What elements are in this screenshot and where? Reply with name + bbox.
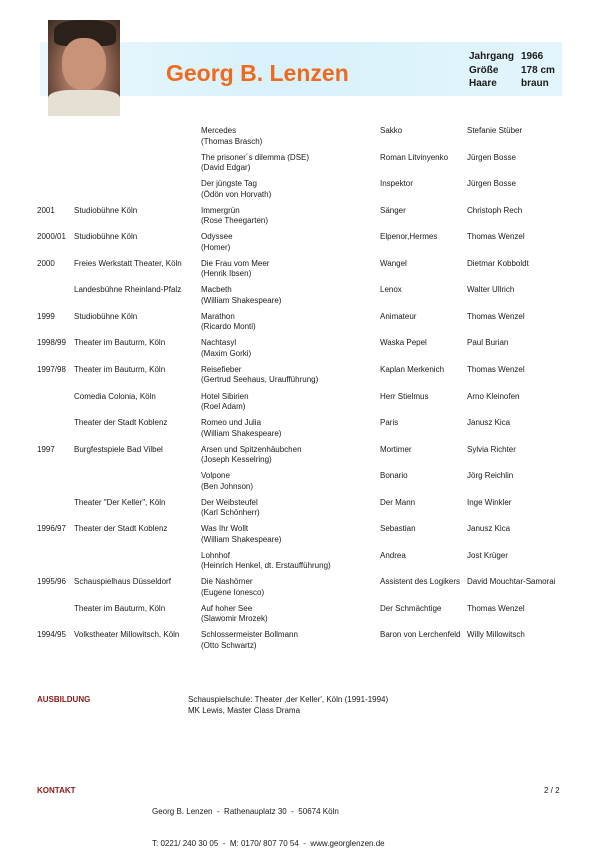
ausbildung-line: MK Lewis, Master Class Drama — [188, 705, 301, 715]
engagement-director: Dietmar Kobboldt — [467, 258, 529, 268]
engagement-director: Janusz Kica — [467, 418, 511, 428]
stat-value: 1966 — [521, 51, 544, 62]
play-title: The prisoner´s dilemma (DSE) — [201, 152, 310, 162]
engagement-role: Sebastian — [380, 524, 416, 534]
engagement-theater: Freies Werkstatt Theater, Köln — [74, 258, 182, 268]
engagement-role: Andrea — [380, 550, 406, 560]
kontakt-phone-web: T: 0221/ 240 30 05 - M: 0170/ 807 70 54 - www.georglenzen.de — [152, 838, 385, 848]
engagement-play — [201, 551, 331, 572]
engagement-year: 1995/96 — [37, 577, 66, 587]
engagement-role: Kaplan Merkenich — [380, 364, 445, 374]
engagement-theater: Volkstheater Millowitsch, Köln — [74, 630, 180, 640]
kontakt-address: Georg B. Lenzen - Rathenauplatz 30 - 50674 Köln — [152, 807, 339, 816]
engagement-year: 1996/97 — [37, 524, 66, 534]
stat-label: Größe — [469, 64, 499, 76]
engagement-year: 2001 — [37, 205, 55, 215]
engagement-role: Der Schmächtige — [380, 603, 442, 613]
play-title: Reisefieber — [201, 364, 242, 374]
play-title: Odyssee — [201, 232, 233, 242]
stat-value: 178 cm — [521, 64, 555, 76]
play-author: (Maxim Gorki) — [201, 348, 252, 358]
stat-value: braun — [521, 78, 549, 89]
play-title: Schlossermeister Bollmann — [201, 630, 298, 640]
engagement-play — [201, 392, 249, 413]
kontakt-label: KONTAKT — [37, 786, 76, 795]
engagement-director: Thomas Wenzel — [467, 364, 525, 374]
engagement-theater: Theater im Bauturm, Köln — [74, 603, 166, 613]
engagement-director: Jost Krüger — [467, 550, 508, 560]
engagement-director: Jürgen Bosse — [467, 179, 516, 189]
engagement-director: Janusz Kica — [467, 524, 511, 534]
engagement-play — [201, 630, 298, 651]
engagement-play — [201, 312, 256, 333]
play-author: (Joseph Kesselring) — [201, 455, 272, 465]
play-author: (Homer) — [201, 242, 231, 252]
engagement-role: Sakko — [380, 126, 403, 135]
ausbildung-line: Schauspielschule: Theater ‚der Keller', Köln (1991-1994) — [188, 695, 389, 704]
engagement-director: Inge Winkler — [467, 497, 512, 507]
engagement-theater: Studiobühne Köln — [74, 232, 138, 242]
engagement-play — [201, 365, 318, 386]
play-title: Immergrün — [201, 205, 240, 215]
engagement-director: Thomas Wenzel — [467, 603, 525, 613]
play-title: Hotel Sibirien — [201, 391, 249, 401]
engagement-play — [201, 498, 260, 519]
engagement-theater: Landesbühne Rheinland-Pfalz — [74, 285, 182, 295]
engagement-role: Roman Litvinyenko — [380, 152, 449, 162]
play-title: Mercedes — [201, 126, 237, 135]
play-title: Der jüngste Tag — [201, 179, 257, 189]
play-author: (Ödön von Horvath) — [201, 189, 272, 199]
engagement-director: Willy Millowitsch — [467, 630, 525, 640]
play-author: (Rose Theegarten) — [201, 216, 268, 226]
play-title: Marathon — [201, 311, 235, 321]
engagement-role: Mortimer — [380, 444, 412, 454]
engagement-role: Elpenor,Hermes — [380, 232, 438, 242]
engagement-role: Paris — [380, 418, 399, 428]
engagement-role: Lenox — [380, 285, 402, 295]
engagement-year: 1998/99 — [37, 338, 66, 348]
engagement-role: Assistent des Logikers — [380, 577, 461, 587]
engagement-theater: Comedia Colonia, Köln — [74, 391, 156, 401]
engagement-director: Thomas Wenzel — [467, 232, 525, 242]
ausbildung-label: AUSBILDUNG — [37, 695, 91, 704]
engagement-role: Baron von Lerchenfeld — [380, 630, 461, 640]
engagement-play — [201, 524, 281, 545]
play-title: Volpone — [201, 471, 230, 481]
engagement-role: Animateur — [380, 311, 417, 321]
stat-label: Jahrgang — [469, 51, 515, 62]
play-author: (William Shakespeare) — [201, 428, 282, 438]
engagement-year: 1997 — [37, 444, 55, 454]
engagement-role: Herr Stielmus — [380, 391, 429, 401]
engagement-role: Bonario — [380, 471, 408, 481]
play-author: (Heinrich Henkel, dt. Erstaufführung) — [201, 561, 331, 571]
engagement-play — [201, 418, 281, 439]
engagement-theater: Studiobühne Köln — [74, 205, 138, 215]
personal-stats — [469, 50, 555, 91]
engagement-theater: Theater der Stadt Koblenz — [74, 418, 168, 428]
actor-name: Georg B. Lenzen — [166, 60, 349, 86]
engagement-role: Sänger — [380, 205, 406, 215]
engagement-director: Paul Burian — [467, 338, 509, 348]
engagement-director: Thomas Wenzel — [467, 311, 525, 321]
engagement-director: Arno Kleinofen — [467, 391, 520, 401]
engagement-year: 1997/98 — [37, 364, 66, 374]
play-author: (William Shakespeare) — [201, 534, 282, 544]
engagement-year: 2000/01 — [37, 232, 66, 242]
play-author: (Henrik Ibsen) — [201, 269, 252, 279]
stat-label: Haare — [469, 78, 497, 89]
engagement-theater: Burgfestspiele Bad Vilbel — [74, 444, 163, 454]
engagement-role: Der Mann — [380, 497, 416, 507]
portrait-photo — [48, 20, 120, 116]
engagement-play — [201, 206, 268, 227]
play-title: Was Ihr Wollt — [201, 524, 249, 534]
kontakt-text — [152, 786, 385, 860]
play-author: (Thomas Brasch) — [201, 136, 263, 146]
engagement-year: 1994/95 — [37, 630, 66, 640]
engagement-director: Christoph Rech — [467, 205, 523, 215]
engagement-year: 2000 — [37, 258, 55, 268]
engagement-theater: Theater der Stadt Koblenz — [74, 524, 168, 534]
play-author: (David Edgar) — [201, 163, 251, 173]
engagement-director: Walter Ullrich — [467, 285, 515, 295]
engagement-theater: Studiobühne Köln — [74, 311, 138, 321]
stat-row-jahrgang — [469, 50, 555, 64]
play-author: (William Shakespeare) — [201, 295, 282, 305]
engagement-play — [201, 232, 233, 253]
engagement-play — [201, 259, 269, 280]
engagement-director: Sylvia Richter — [467, 444, 516, 454]
engagement-play — [201, 604, 268, 625]
engagement-play — [201, 445, 302, 466]
engagement-director: Jürgen Bosse — [467, 152, 516, 162]
play-author: (Gertrud Seehaus, Uraufführung) — [201, 375, 319, 385]
play-author: (Ricardo Monti) — [201, 322, 256, 332]
engagement-play — [201, 126, 262, 147]
engagement-theater: Theater im Bauturm, Köln — [74, 338, 166, 348]
play-title: Arsen und Spitzenhäubchen — [201, 444, 302, 454]
engagement-director: David Mouchtar-Samorai — [467, 577, 556, 587]
engagement-role: Waska Pepel — [380, 338, 427, 348]
engagement-director: Jörg Reichlin — [467, 471, 514, 481]
engagement-play — [201, 285, 281, 306]
play-title: Der Weibsteufel — [201, 497, 258, 507]
engagement-play — [201, 338, 251, 359]
engagement-role: Wangel — [380, 258, 407, 268]
engagement-play — [201, 577, 264, 598]
stat-row-haare — [469, 77, 555, 91]
play-title: Die Frau vom Meer — [201, 258, 270, 268]
engagement-theater: Theater im Bauturm, Köln — [74, 364, 166, 374]
ausbildung-text — [188, 695, 388, 716]
play-author: (Otto Schwartz) — [201, 640, 257, 650]
engagement-director: Stefanie Stüber — [467, 126, 523, 135]
engagement-play — [201, 179, 271, 200]
play-title: Romeo und Julia — [201, 418, 262, 428]
engagement-theater: Schauspielhaus Düsseldorf — [74, 577, 171, 587]
stat-row-groesse — [469, 64, 555, 78]
page-number: 2 / 2 — [544, 786, 560, 795]
play-author: (Karl Schönherr) — [201, 508, 260, 518]
engagement-theater: Theater "Der Keller", Köln — [74, 497, 166, 507]
play-title: Nachtasyl — [201, 338, 237, 348]
engagement-year: 1999 — [37, 311, 55, 321]
play-author: (Ben Johnson) — [201, 481, 254, 491]
play-title: Die Nashörner — [201, 577, 253, 587]
engagement-play — [201, 471, 253, 492]
play-title: Auf hoher See — [201, 603, 253, 613]
play-title: Lohnhof — [201, 550, 230, 560]
play-author: (Eugene Ionesco) — [201, 587, 265, 597]
engagement-play — [201, 153, 309, 174]
engagement-role: Inspektor — [380, 179, 413, 189]
play-author: (Slawomir Mrozek) — [201, 614, 268, 624]
play-author: (Roel Adam) — [201, 402, 246, 411]
play-title: Macbeth — [201, 285, 232, 295]
